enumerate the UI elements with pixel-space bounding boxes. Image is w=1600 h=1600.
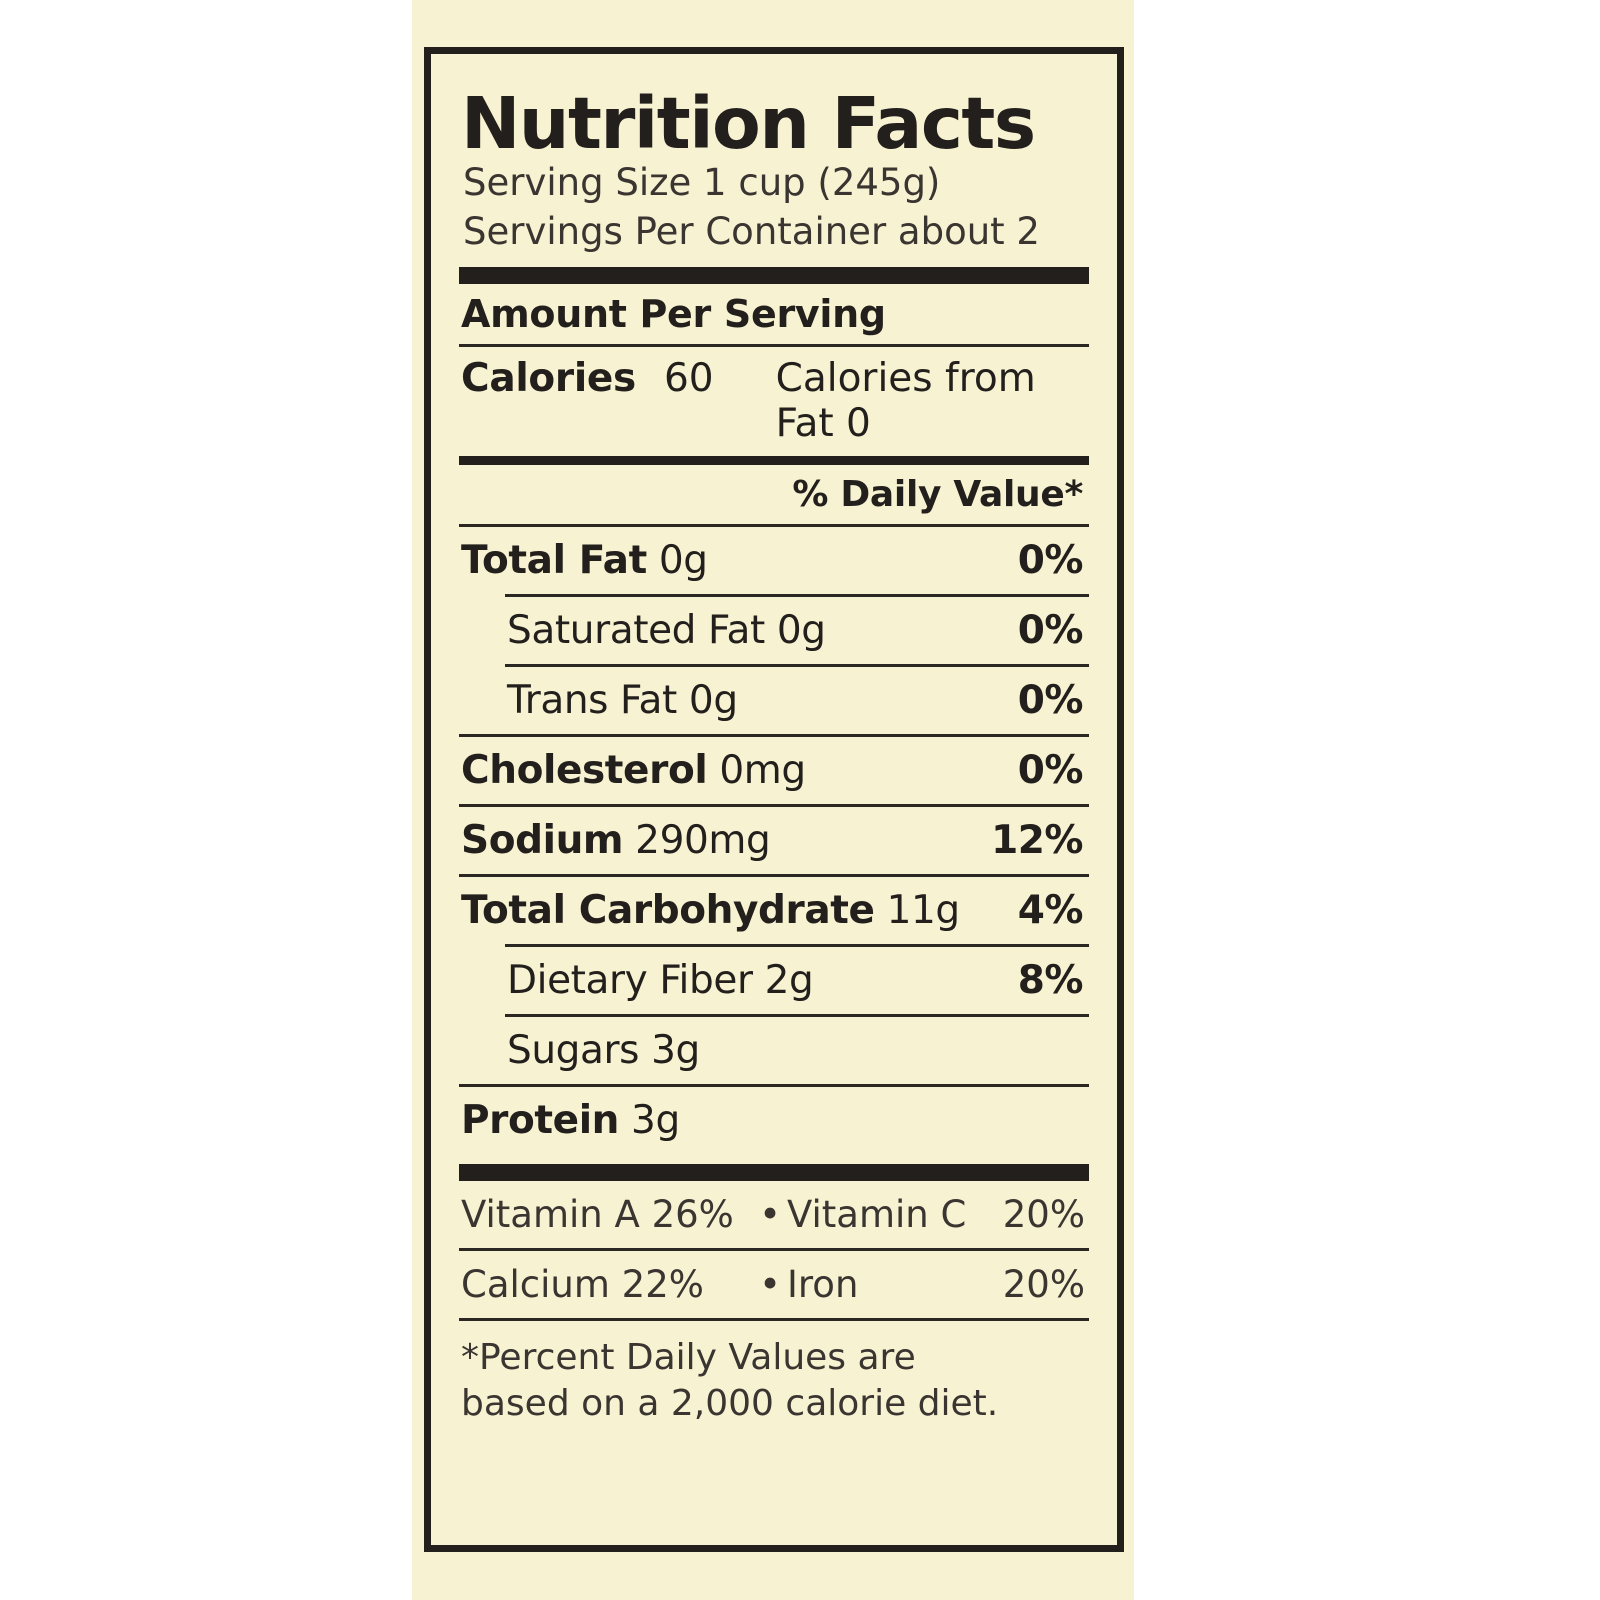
vitamin-row-1 bbox=[459, 1181, 1089, 1248]
nutrient-row-saturated-fat bbox=[459, 597, 1089, 664]
divider-thick-top bbox=[459, 267, 1089, 284]
nutrient-amount-cholesterol: 0mg bbox=[719, 747, 806, 793]
daily-value-header: % Daily Value* bbox=[792, 473, 1083, 515]
footnote-line-2: based on a 2,000 calorie diet. bbox=[461, 1383, 999, 1425]
nutrient-amount-trans-fat: 0g bbox=[688, 677, 738, 723]
nutrient-name-dietary-fiber-text: Dietary Fiber bbox=[507, 957, 753, 1003]
nutrient-pct-total-carbohydrate: 4% bbox=[1017, 887, 1083, 933]
nutrient-amount-total-carbohydrate: 11g bbox=[886, 887, 960, 933]
nutrition-facts-inner bbox=[459, 82, 1089, 1579]
nutrient-row-trans-fat bbox=[459, 667, 1089, 734]
nutrient-amount-sodium: 290mg bbox=[635, 817, 771, 863]
nutrient-pct-dietary-fiber: 8% bbox=[1017, 957, 1083, 1003]
vitamin-a-label: Vitamin A bbox=[461, 1192, 640, 1236]
nutrient-amount-sugars: 3g bbox=[651, 1027, 700, 1073]
nutrient-name-trans-fat bbox=[507, 678, 738, 723]
divider-under-calories bbox=[459, 456, 1089, 465]
nutrient-name-dietary-fiber bbox=[507, 958, 813, 1003]
nutrient-row-total-fat bbox=[459, 527, 1089, 594]
nutrient-name-sugars bbox=[507, 1028, 700, 1073]
calcium-cell bbox=[461, 1263, 753, 1306]
vitamin-c-label: Vitamin C bbox=[787, 1192, 967, 1236]
iron-cell bbox=[787, 1263, 1085, 1306]
nutrient-pct-cholesterol: 0% bbox=[1017, 747, 1083, 793]
nutrient-name-total-carbohydrate-bold: Total Carbohydrate bbox=[461, 887, 875, 933]
nutrient-name-protein bbox=[461, 1098, 680, 1143]
vitamin-row-2 bbox=[459, 1251, 1089, 1318]
calories-label: Calories bbox=[461, 355, 636, 401]
servings-per-container-text: Servings Per Container about 2 bbox=[463, 209, 1040, 253]
nutrient-amount-total-fat: 0g bbox=[658, 537, 708, 583]
amount-per-serving-heading: Amount Per Serving bbox=[461, 291, 886, 336]
bullet-separator-icon: • bbox=[759, 1192, 781, 1236]
nutrient-name-protein-bold: Protein bbox=[461, 1097, 620, 1143]
nutrient-name-cholesterol bbox=[461, 748, 806, 793]
nutrient-name-saturated-fat bbox=[507, 608, 826, 653]
vitamin-c-value: 20% bbox=[1002, 1192, 1085, 1236]
nutrient-name-total-fat bbox=[461, 538, 708, 583]
nutrition-facts-box bbox=[424, 47, 1124, 1552]
nutrient-pct-sodium: 12% bbox=[991, 817, 1083, 863]
vitamin-c-cell bbox=[787, 1193, 1085, 1236]
iron-label: Iron bbox=[787, 1262, 859, 1306]
nutrient-name-trans-fat-text: Trans Fat bbox=[507, 677, 677, 723]
nutrient-name-saturated-fat-text: Saturated Fat bbox=[507, 607, 765, 653]
divider-thick-vitamins bbox=[459, 1164, 1089, 1181]
nutrient-name-cholesterol-bold: Cholesterol bbox=[461, 747, 708, 793]
footnote-line-1: *Percent Daily Values are bbox=[461, 1336, 916, 1378]
nutrient-pct-total-fat: 0% bbox=[1017, 537, 1083, 583]
nutrition-facts-title: Nutrition Facts bbox=[461, 82, 1035, 165]
nutrient-row-total-carbohydrate bbox=[459, 877, 1089, 944]
nutrient-row-dietary-fiber bbox=[459, 947, 1089, 1014]
nutrient-amount-saturated-fat: 0g bbox=[776, 607, 826, 653]
nutrient-name-total-carbohydrate bbox=[461, 888, 960, 933]
nutrient-name-total-fat-bold: Total Fat bbox=[461, 537, 647, 583]
nutrient-pct-trans-fat: 0% bbox=[1017, 677, 1083, 723]
nutrient-pct-saturated-fat: 0% bbox=[1017, 607, 1083, 653]
nutrient-name-sodium bbox=[461, 818, 770, 863]
nutrient-row-protein bbox=[459, 1087, 1089, 1154]
nutrient-row-sugars bbox=[459, 1017, 1089, 1084]
vitamin-a-cell bbox=[461, 1193, 753, 1236]
iron-value: 20% bbox=[1002, 1262, 1085, 1306]
calories-value: 60 bbox=[663, 355, 714, 401]
nutrient-row-cholesterol bbox=[459, 737, 1089, 804]
calories-from-fat: Calories from Fat 0 bbox=[775, 355, 1036, 446]
nutrient-amount-dietary-fiber: 2g bbox=[764, 957, 814, 1003]
nutrient-name-sodium-bold: Sodium bbox=[461, 817, 624, 863]
bullet-separator-icon-2: • bbox=[759, 1262, 781, 1306]
calcium-value: 22% bbox=[621, 1262, 704, 1306]
vitamin-a-value: 26% bbox=[651, 1192, 734, 1236]
serving-size-text: Serving Size 1 cup (245g) bbox=[463, 161, 941, 204]
nutrient-name-sugars-text: Sugars bbox=[507, 1027, 640, 1073]
calcium-label: Calcium bbox=[461, 1262, 610, 1306]
nutrient-row-sodium bbox=[459, 807, 1089, 874]
calories-row bbox=[459, 347, 1089, 456]
nutrient-amount-protein: 3g bbox=[631, 1097, 680, 1143]
